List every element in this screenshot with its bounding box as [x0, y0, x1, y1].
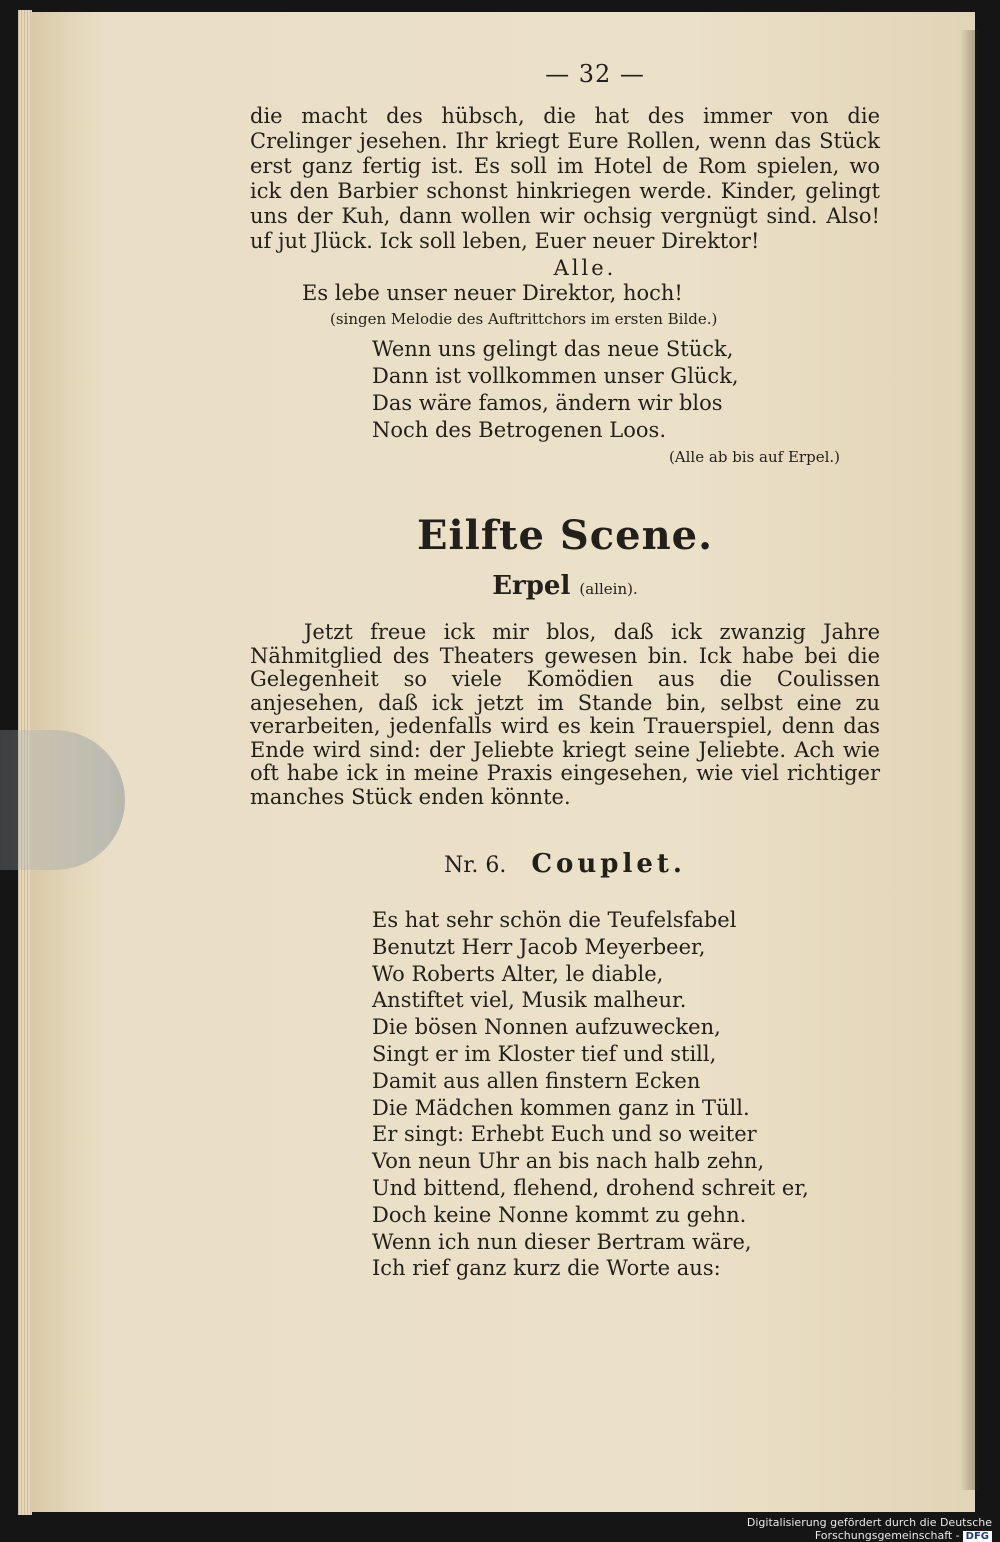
speaker-name: Alle. [553, 256, 617, 280]
song-line: Die Mädchen kommen ganz in Tüll. [372, 1095, 750, 1120]
song-line: Die bösen Nonnen aufzuwecken, [372, 1015, 721, 1040]
dfg-logo: DFG [963, 1531, 992, 1542]
song-line: Ich rief ganz kurz die Worte aus: [372, 1256, 721, 1281]
character-name: Erpel [492, 571, 571, 601]
exit-direction: (Alle ab bis auf Erpel.) [668, 448, 840, 466]
song-line: Anstiftet viel, Musik malheur. [372, 988, 687, 1013]
chorus-verse [372, 336, 880, 444]
prose-paragraph: die macht des hübsch, die hat des immer von die Crelinger jesehen. Ihr kriegt Eure Rollen, wenn das Stück erst ganz fertig ist. Es soll im Hotel de Rom spielen, wo ick den Barbier schonst hinkriegen werde. Kinder, gelingt uns der Kuh, dann wollen wir ochsig vergnügt sind. Also! uf jut Jlück. Ick soll leben, Euer neuer Direktor! [250, 104, 880, 253]
monologue-paragraph: Jetzt freue ick mir blos, daß ick zwanzig Jahre Nähmitglied des Theaters gewesen bin. Ick habe bei die Gelegenheit so viele Komödien aus die Coulissen anjesehen, daß ick jetzt im Stande bin, selbst eine zu verarbeiten, jedenfalls wird es kein Trauerspiel, denn das Ende wird sind: der Jeliebte kriegt seine Jeliebte. Ach wie oft habe ick in meine Praxis eingesehen, wie viel richtiger manches Stück enden könnte. [250, 620, 880, 809]
song-line: Es hat sehr schön die Teufelsfabel [372, 908, 737, 932]
page-number: — 32 — [545, 60, 645, 88]
spoken-line: Es lebe unser neuer Direktor, hoch! [302, 281, 683, 305]
song-number: Nr. 6. [444, 853, 507, 878]
verse-line: Das wäre famos, ändern wir blos [372, 391, 723, 415]
scene-character [250, 571, 880, 601]
verse-line: Noch des Betrogenen Loos. [372, 418, 666, 442]
song-line: Benutzt Herr Jacob Meyerbeer, [372, 934, 706, 959]
character-note: (allein). [579, 580, 638, 598]
song-line: Wo Roberts Alter, le diable, [372, 961, 664, 986]
song-line: Von neun Uhr an bis nach halb zehn, [372, 1149, 765, 1174]
song-verse [372, 907, 880, 1282]
song-heading [250, 849, 880, 879]
footer-credit-text: Digitalisierung gefördert durch die Deutsche Forschungsgemeinschaft - [746, 1516, 992, 1542]
song-line: Doch keine Nonne kommt zu gehn. [372, 1202, 747, 1227]
stage-direction: (singen Melodie des Auftrittchors im ersten Bilde.) [330, 310, 718, 328]
song-line: Damit aus allen finstern Ecken [372, 1068, 701, 1093]
verse-line: Dann ist vollkommen unser Glück, [372, 364, 739, 388]
scene-title: Eilfte Scene. [416, 512, 714, 559]
song-line: Singt er im Kloster tief und still, [372, 1041, 717, 1066]
song-line: Er singt: Erhebt Euch und so weiter [372, 1122, 757, 1147]
prose-block [250, 104, 880, 254]
monologue [250, 621, 880, 809]
footer-credit [612, 1516, 992, 1542]
verse-line: Wenn uns gelingt das neue Stück, [372, 337, 734, 361]
spine-shadow [960, 30, 978, 1490]
text-block [250, 60, 880, 1282]
song-title: Couplet. [531, 849, 686, 879]
song-line: Wenn ich nun dieser Bertram wäre, [372, 1229, 752, 1254]
song-line: Und bittend, flehend, drohend schreit er, [372, 1175, 809, 1200]
